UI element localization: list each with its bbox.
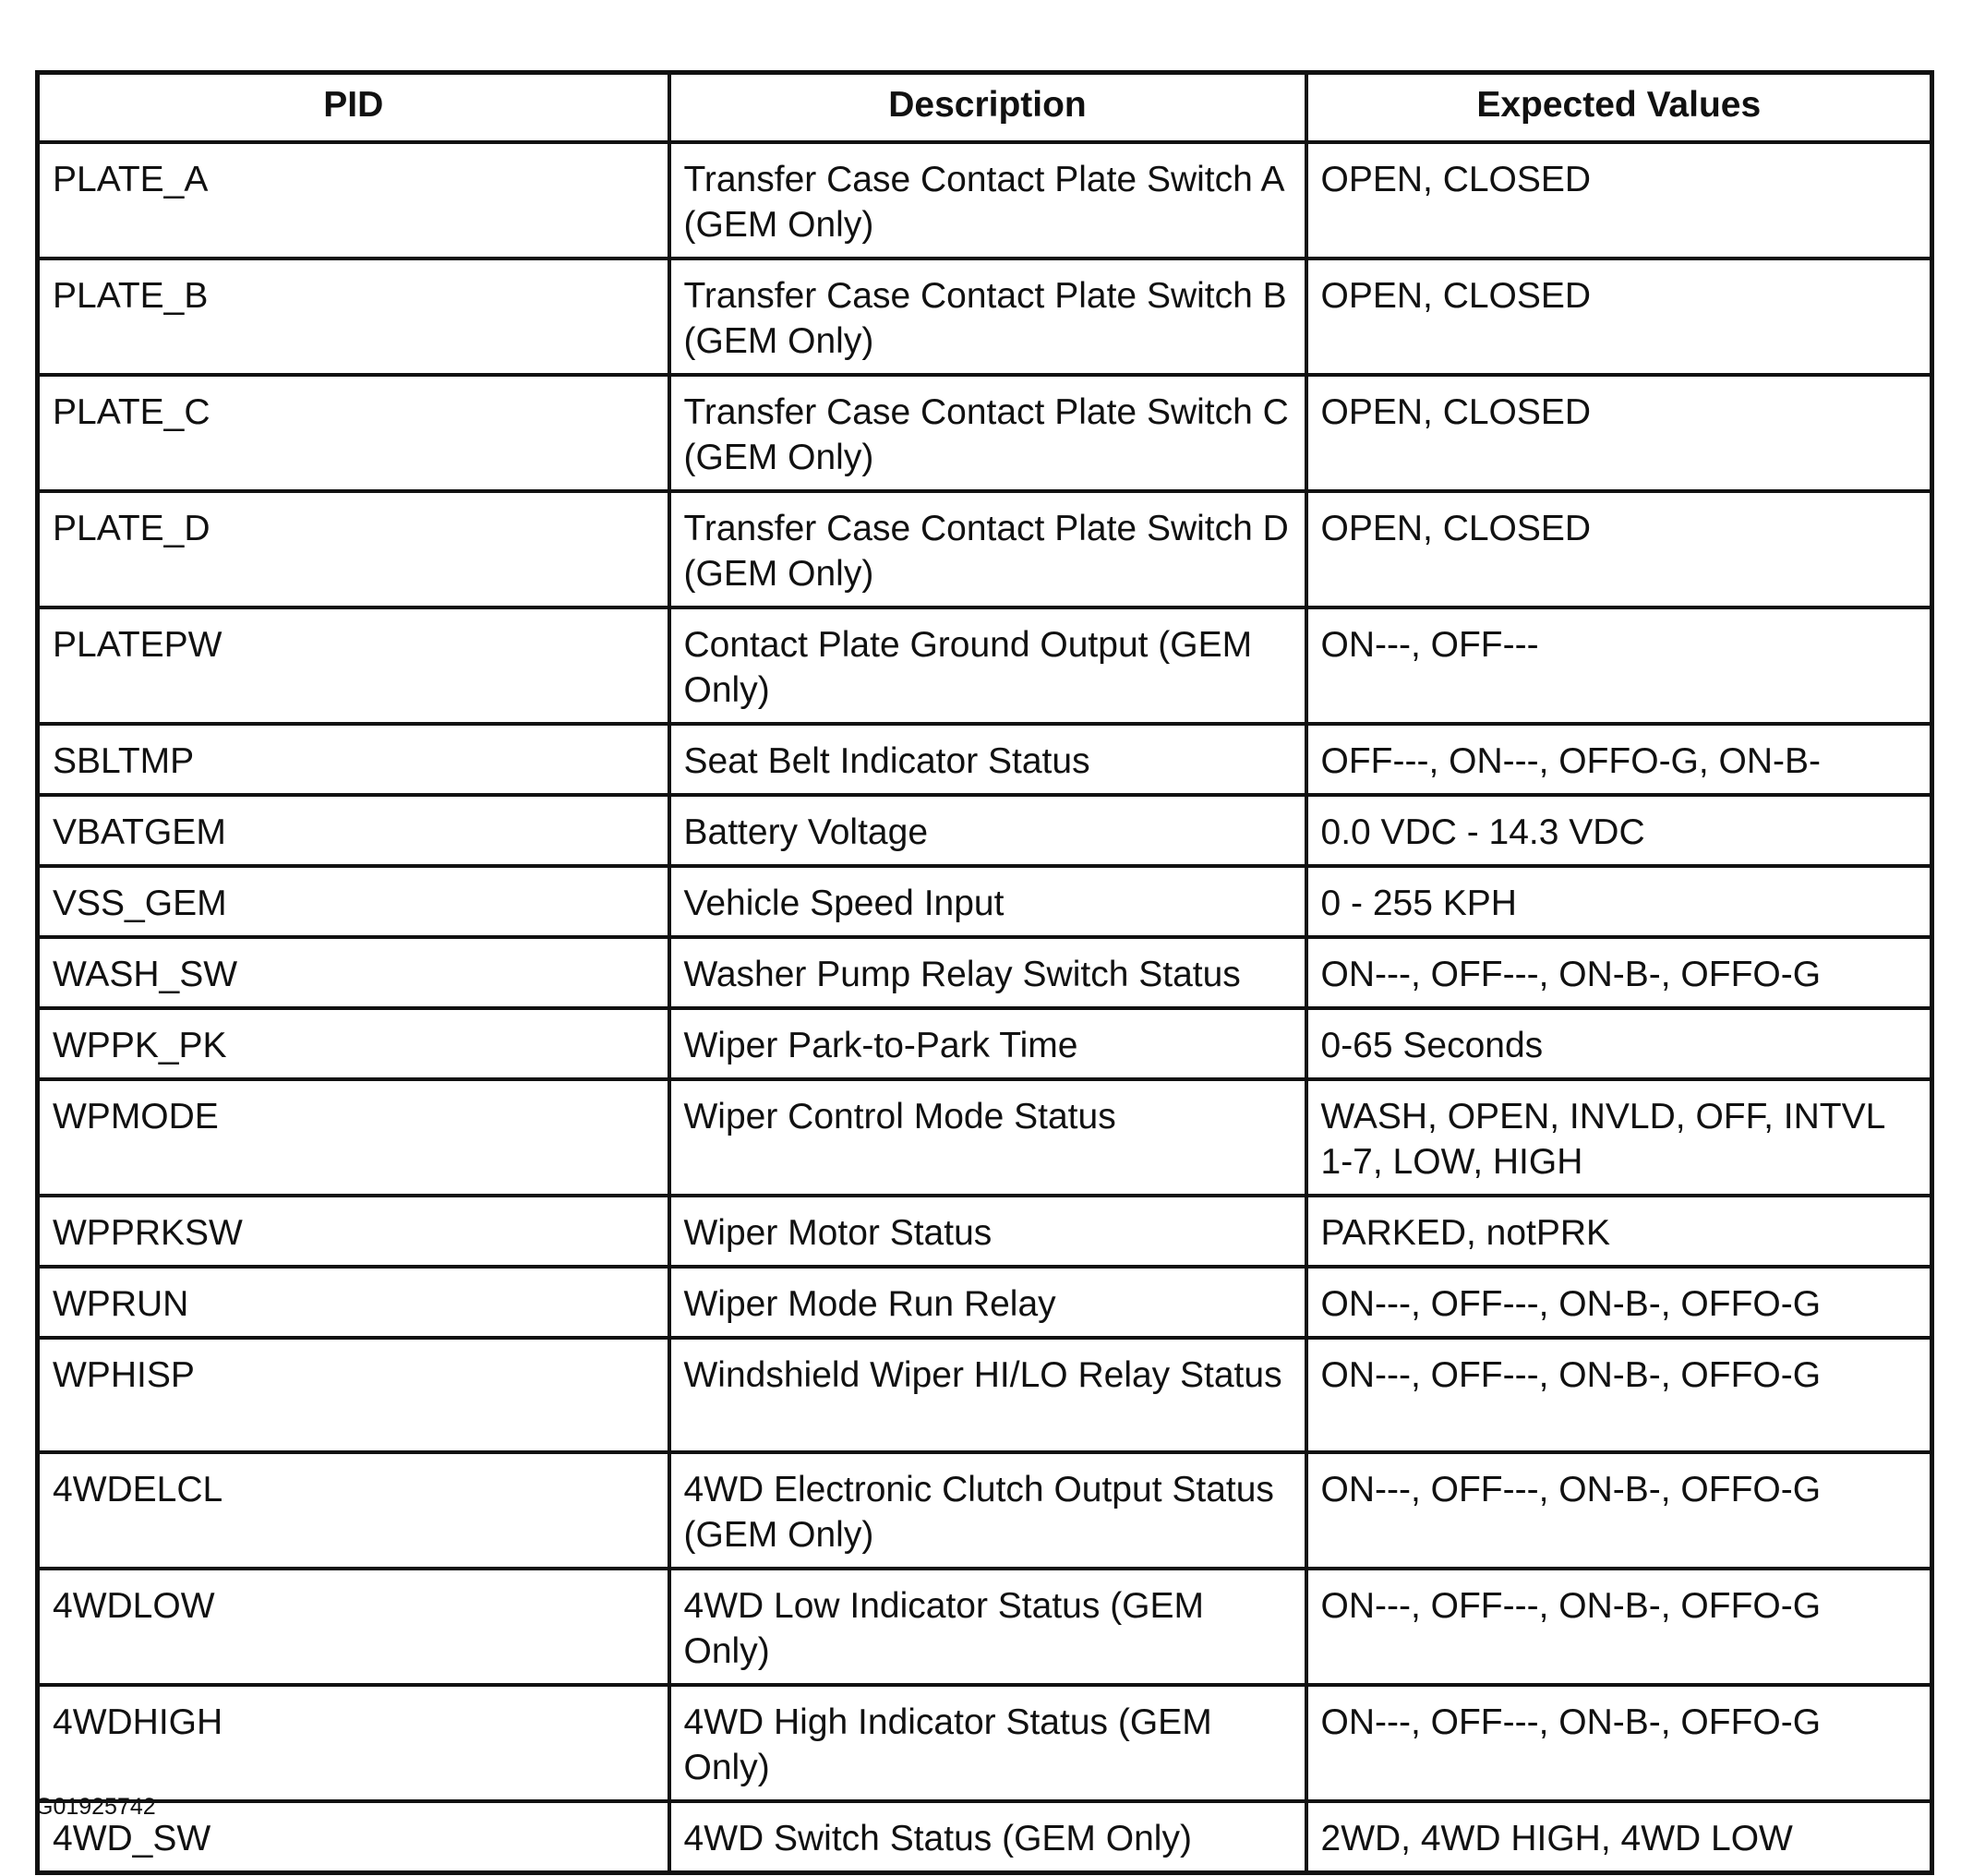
cell-pid: VSS_GEM <box>38 866 669 937</box>
cell-expected-values: ON---, OFF---, ON-B-, OFFO-G <box>1306 1569 1932 1685</box>
cell-pid: VBATGEM <box>38 795 669 866</box>
table-row <box>38 1685 1932 1801</box>
cell-expected-values: 2WD, 4WD HIGH, 4WD LOW <box>1306 1801 1932 1873</box>
table-row <box>38 1801 1932 1873</box>
cell-expected-values: 0.0 VDC - 14.3 VDC <box>1306 795 1932 866</box>
cell-expected-values: 0 - 255 KPH <box>1306 866 1932 937</box>
cell-pid: SBLTMP <box>38 724 669 795</box>
cell-expected-values: ON---, OFF---, ON-B-, OFFO-G <box>1306 937 1932 1008</box>
header-pid: PID <box>38 73 669 143</box>
cell-description: 4WD Switch Status (GEM Only) <box>669 1801 1306 1873</box>
table-row <box>38 1267 1932 1338</box>
cell-pid: WPPK_PK <box>38 1008 669 1079</box>
table-row <box>38 607 1932 724</box>
cell-expected-values: OPEN, CLOSED <box>1306 375 1932 491</box>
table-row <box>38 724 1932 795</box>
pid-table <box>35 70 1934 1875</box>
cell-expected-values: OPEN, CLOSED <box>1306 142 1932 259</box>
table-row <box>38 1079 1932 1196</box>
table-row <box>38 1452 1932 1569</box>
cell-description: Battery Voltage <box>669 795 1306 866</box>
table-row <box>38 259 1932 375</box>
cell-expected-values: ON---, OFF---, ON-B-, OFFO-G <box>1306 1338 1932 1452</box>
cell-expected-values: ON---, OFF---, ON-B-, OFFO-G <box>1306 1267 1932 1338</box>
table-body <box>38 142 1932 1873</box>
cell-description: Wiper Motor Status <box>669 1196 1306 1267</box>
table-row <box>38 1569 1932 1685</box>
cell-description: Transfer Case Contact Plate Switch A (GEM Only) <box>669 142 1306 259</box>
cell-description: Transfer Case Contact Plate Switch B (GEM Only) <box>669 259 1306 375</box>
cell-description: Wiper Control Mode Status <box>669 1079 1306 1196</box>
table-row <box>38 1196 1932 1267</box>
cell-description: Vehicle Speed Input <box>669 866 1306 937</box>
cell-description: Wiper Mode Run Relay <box>669 1267 1306 1338</box>
cell-pid: PLATE_B <box>38 259 669 375</box>
cell-expected-values: ON---, OFF---, ON-B-, OFFO-G <box>1306 1452 1932 1569</box>
table-row <box>38 1338 1932 1452</box>
table-row <box>38 1008 1932 1079</box>
cell-description: 4WD Electronic Clutch Output Status (GEM Only) <box>669 1452 1306 1569</box>
cell-pid: 4WDELCL <box>38 1452 669 1569</box>
cell-description: Transfer Case Contact Plate Switch C (GEM Only) <box>669 375 1306 491</box>
cell-description: 4WD Low Indicator Status (GEM Only) <box>669 1569 1306 1685</box>
cell-pid: WPMODE <box>38 1079 669 1196</box>
table-row <box>38 375 1932 491</box>
header-expected-values: Expected Values <box>1306 73 1932 143</box>
cell-pid: PLATEPW <box>38 607 669 724</box>
cell-pid: PLATE_A <box>38 142 669 259</box>
cell-pid: 4WDHIGH <box>38 1685 669 1801</box>
header-row <box>38 73 1932 143</box>
table-row <box>38 491 1932 607</box>
table-row <box>38 937 1932 1008</box>
cell-pid: WASH_SW <box>38 937 669 1008</box>
cell-pid: PLATE_D <box>38 491 669 607</box>
cell-description: 4WD High Indicator Status (GEM Only) <box>669 1685 1306 1801</box>
cell-description: Transfer Case Contact Plate Switch D (GEM Only) <box>669 491 1306 607</box>
cell-description: Seat Belt Indicator Status <box>669 724 1306 795</box>
cell-expected-values: ON---, OFF---, ON-B-, OFFO-G <box>1306 1685 1932 1801</box>
table-row <box>38 866 1932 937</box>
cell-description: Contact Plate Ground Output (GEM Only) <box>669 607 1306 724</box>
cell-pid: PLATE_C <box>38 375 669 491</box>
cell-pid: WPPRKSW <box>38 1196 669 1267</box>
cell-pid: WPHISP <box>38 1338 669 1452</box>
table-row <box>38 142 1932 259</box>
cell-description: Windshield Wiper HI/LO Relay Status <box>669 1338 1306 1452</box>
cell-pid: 4WD_SW <box>38 1801 669 1873</box>
cell-description: Wiper Park-to-Park Time <box>669 1008 1306 1079</box>
cell-expected-values: OFF---, ON---, OFFO-G, ON-B- <box>1306 724 1932 795</box>
cell-expected-values: OPEN, CLOSED <box>1306 491 1932 607</box>
cell-expected-values: OPEN, CLOSED <box>1306 259 1932 375</box>
cell-expected-values: ON---, OFF--- <box>1306 607 1932 724</box>
header-description: Description <box>669 73 1306 143</box>
figure-code: G01925742 <box>35 1794 156 1820</box>
cell-description: Washer Pump Relay Switch Status <box>669 937 1306 1008</box>
table-header <box>38 73 1932 143</box>
cell-expected-values: 0-65 Seconds <box>1306 1008 1932 1079</box>
cell-expected-values: WASH, OPEN, INVLD, OFF, INTVL 1-7, LOW, HIGH <box>1306 1079 1932 1196</box>
table-row <box>38 795 1932 866</box>
cell-pid: WPRUN <box>38 1267 669 1338</box>
cell-pid: 4WDLOW <box>38 1569 669 1685</box>
cell-expected-values: PARKED, notPRK <box>1306 1196 1932 1267</box>
